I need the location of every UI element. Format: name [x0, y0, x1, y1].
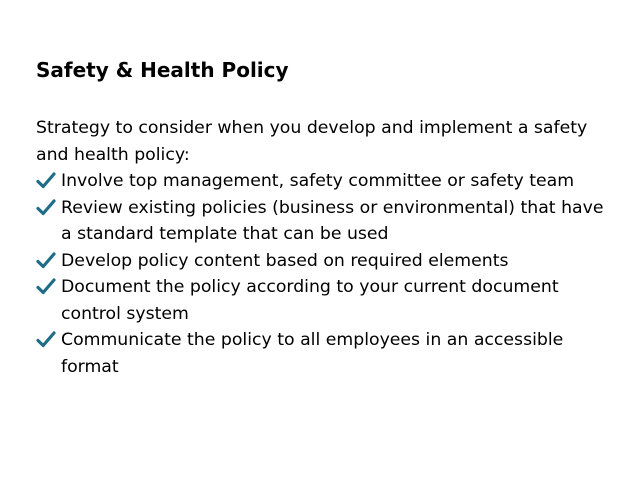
list-item — [36, 327, 611, 380]
checkmark-icon — [36, 199, 58, 217]
checkmark-icon — [36, 331, 58, 349]
checkmark-icon — [36, 278, 58, 296]
list-item — [36, 248, 611, 275]
bullet-list — [36, 168, 611, 380]
intro-text: Strategy to consider when you develop and implement a safety and health policy: — [36, 118, 588, 165]
list-item-text: Develop policy content based on required elements — [61, 250, 509, 271]
list-item — [36, 195, 611, 248]
list-item-text: Review existing policies (business or environmental) that have a standard template that can be used — [61, 197, 604, 244]
list-item — [36, 274, 611, 327]
checkmark-icon — [36, 252, 58, 270]
list-item-text: Document the policy according to your current document control system — [61, 277, 559, 324]
slide-title: Safety & Health Policy — [36, 58, 289, 82]
list-item-text: Communicate the policy to all employees in an accessible format — [61, 330, 564, 377]
checkmark-icon — [36, 172, 58, 190]
list-item-text: Involve top management, safety committee or safety team — [61, 171, 575, 191]
slide-body — [36, 115, 611, 380]
list-item — [36, 168, 611, 195]
